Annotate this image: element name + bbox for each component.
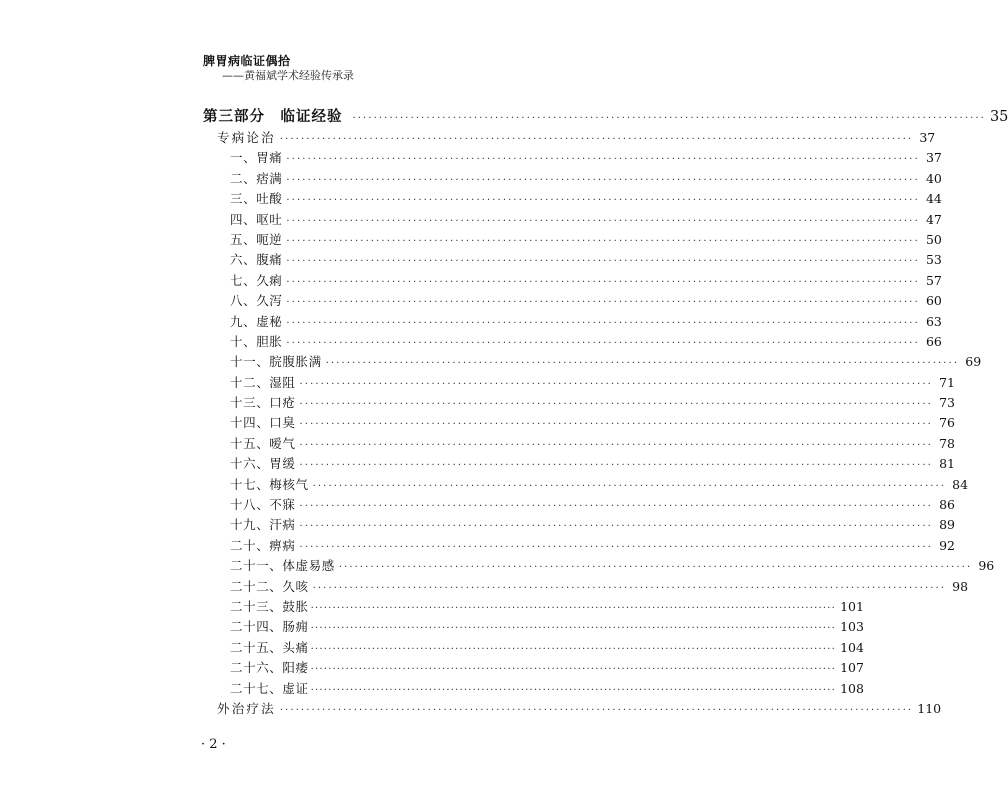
- toc-entry-page: 57: [925, 272, 942, 288]
- toc-entry[interactable]: [203, 434, 955, 454]
- leader-dots: ························································································································: [299, 521, 933, 533]
- toc-entry-label: 八、久泻: [230, 293, 283, 309]
- leader-dots: ························································································································: [279, 704, 914, 716]
- leader-dots: ························································································································: [279, 134, 914, 145]
- book-title: 脾胃病临证偶拾: [203, 54, 291, 68]
- toc-entry-page: 60: [925, 293, 942, 309]
- toc-entry[interactable]: [203, 413, 955, 433]
- toc-entry[interactable]: [203, 189, 942, 209]
- toc-entry[interactable]: [203, 556, 995, 576]
- toc-entry[interactable]: [203, 454, 955, 474]
- leader-dots: ························································································································: [310, 623, 837, 635]
- leader-dots: ························································································································: [310, 602, 837, 614]
- toc-entry-label: 十二、湿阻: [230, 374, 296, 390]
- toc-entry[interactable]: [203, 617, 864, 637]
- page-number: · 2 ·: [201, 737, 226, 752]
- toc-entry-page: 69: [965, 354, 982, 370]
- leader-dots: ························································································································: [286, 215, 920, 227]
- leader-dots: ························································································································: [299, 378, 933, 390]
- toc-entry[interactable]: [203, 312, 942, 332]
- toc-entry-page: 96: [978, 558, 995, 574]
- toc-entry-label: 七、久痢: [230, 272, 283, 288]
- toc-entry-label: 十六、胃缓: [230, 456, 296, 472]
- leader-dots: ························································································································: [299, 501, 933, 513]
- toc-part-heading[interactable]: [203, 106, 1008, 128]
- leader-dots: ························································································································: [310, 643, 837, 655]
- toc-entry[interactable]: [203, 291, 942, 311]
- leader-dots: ························································································································: [310, 684, 837, 696]
- table-of-contents: [203, 106, 1008, 719]
- toc-entry-label: 十三、口疮: [230, 395, 296, 411]
- toc-entry-label: 二十一、体虚易感: [230, 558, 335, 574]
- leader-dots: ························································································································: [286, 174, 920, 186]
- toc-entry-page: 86: [939, 497, 955, 513]
- toc-entry-page: 78: [939, 435, 955, 451]
- toc-entry-page: 53: [925, 252, 942, 268]
- toc-entry-label: 四、呕吐: [230, 211, 283, 227]
- toc-entry-page: 37: [919, 130, 936, 145]
- toc-entry-page: 110: [917, 700, 942, 716]
- leader-dots: ························································································································: [352, 113, 986, 124]
- toc-entry-page: 40: [925, 170, 942, 186]
- toc-entry-page: 47: [925, 211, 942, 227]
- toc-entry[interactable]: [203, 597, 864, 617]
- toc-entry-page: 103: [840, 619, 864, 635]
- toc-entry[interactable]: [203, 210, 942, 230]
- leader-dots: ························································································································: [286, 337, 920, 349]
- toc-entry-page: 71: [939, 374, 955, 390]
- toc-entry-page: 66: [925, 333, 942, 349]
- leader-dots: ························································································································: [286, 317, 920, 329]
- toc-entry-label: 一、胃痛: [230, 150, 283, 166]
- toc-entry-page: 50: [925, 231, 942, 247]
- toc-entry[interactable]: [203, 638, 864, 658]
- toc-entry-label: 五、呃逆: [230, 231, 283, 247]
- toc-entry[interactable]: [203, 373, 955, 393]
- leader-dots: ························································································································: [312, 582, 947, 594]
- toc-entry-page: 107: [840, 660, 864, 676]
- toc-entry-page: 81: [939, 456, 955, 472]
- toc-entry-label: 三、吐酸: [230, 191, 283, 207]
- toc-entry-page: 92: [939, 537, 955, 553]
- toc-entry[interactable]: [203, 169, 942, 189]
- toc-entry-page: 44: [925, 191, 942, 207]
- leader-dots: ························································································································: [299, 460, 933, 472]
- toc-entry-page: 104: [840, 639, 864, 655]
- toc-entry-label: 十八、不寐: [230, 497, 296, 513]
- toc-entry-page: 84: [952, 476, 969, 492]
- toc-entry[interactable]: [203, 250, 942, 270]
- leader-dots: ························································································································: [325, 358, 960, 370]
- leader-dots: ························································································································: [299, 419, 933, 431]
- toc-entry[interactable]: [203, 352, 982, 372]
- leader-dots: ························································································································: [286, 195, 920, 207]
- toc-section-heading[interactable]: [203, 128, 936, 148]
- toc-entry-label: 六、腹痛: [230, 252, 283, 268]
- leader-dots: ························································································································: [286, 276, 920, 288]
- toc-entry-page: 89: [939, 517, 955, 533]
- toc-entry-label: 九、虚秘: [230, 313, 283, 329]
- toc-entry-label: 外治疗法: [217, 700, 276, 716]
- leader-dots: ························································································································: [312, 480, 947, 492]
- toc-entry-label: 十五、嗳气: [230, 435, 296, 451]
- toc-entry-page: 63: [925, 313, 942, 329]
- toc-entry-page: 35: [989, 109, 1008, 125]
- toc-entry[interactable]: [203, 515, 955, 535]
- toc-entry-label: 二十六、阳痿: [230, 660, 309, 676]
- toc-entry-label: 二十七、虚证: [230, 680, 309, 696]
- leader-dots: ························································································································: [310, 664, 837, 676]
- toc-entry[interactable]: [203, 536, 955, 556]
- toc-entry-label: 二十三、鼓胀: [230, 598, 309, 614]
- toc-entry-label: 十四、口臭: [230, 415, 296, 431]
- toc-entry-page: 76: [939, 415, 955, 431]
- toc-entry-label: 二十四、肠痈: [230, 619, 309, 635]
- leader-dots: ························································································································: [338, 562, 973, 574]
- leader-dots: ························································································································: [299, 399, 933, 411]
- toc-entry-page: 37: [925, 150, 942, 166]
- leader-dots: ························································································································: [286, 297, 920, 309]
- book-subtitle: ——黄福斌学术经验传承录: [222, 69, 354, 82]
- toc-entry-label: 二、痞满: [230, 170, 283, 186]
- toc-entry-label: 二十、痹病: [230, 537, 296, 553]
- toc-entry[interactable]: [203, 332, 942, 352]
- leader-dots: ························································································································: [286, 235, 920, 247]
- leader-dots: ························································································································: [299, 541, 933, 553]
- toc-entry[interactable]: [203, 393, 955, 413]
- toc-entry[interactable]: [203, 148, 942, 168]
- toc-entry-page: 108: [840, 680, 864, 696]
- leader-dots: ························································································································: [299, 439, 933, 451]
- toc-entry[interactable]: [203, 658, 864, 678]
- toc-entry-label: 专病论治: [217, 130, 276, 145]
- toc-entry[interactable]: [203, 495, 955, 515]
- toc-entry[interactable]: [203, 577, 969, 597]
- toc-entry[interactable]: [203, 679, 864, 699]
- toc-entry-page: 73: [939, 395, 955, 411]
- toc-entry-label: 二十五、头痛: [230, 639, 309, 655]
- toc-entry-label: 十九、汗病: [230, 517, 296, 533]
- toc-entry[interactable]: [203, 230, 942, 250]
- toc-entry-page: 98: [952, 578, 969, 594]
- toc-entry-label: 十、胆胀: [230, 333, 283, 349]
- leader-dots: ························································································································: [286, 256, 920, 268]
- toc-entry[interactable]: [203, 475, 969, 495]
- toc-entry-page: 101: [840, 598, 864, 614]
- toc-entry-label: 十七、梅核气: [230, 476, 309, 492]
- leader-dots: ························································································································: [286, 154, 920, 166]
- toc-entry-label: 十一、脘腹胀满: [230, 354, 322, 370]
- toc-entry-label: 二十二、久咳: [230, 578, 309, 594]
- toc-entry[interactable]: [203, 271, 942, 291]
- toc-entry-label: 第三部分 临证经验: [203, 109, 343, 125]
- toc-section-heading[interactable]: [203, 699, 942, 719]
